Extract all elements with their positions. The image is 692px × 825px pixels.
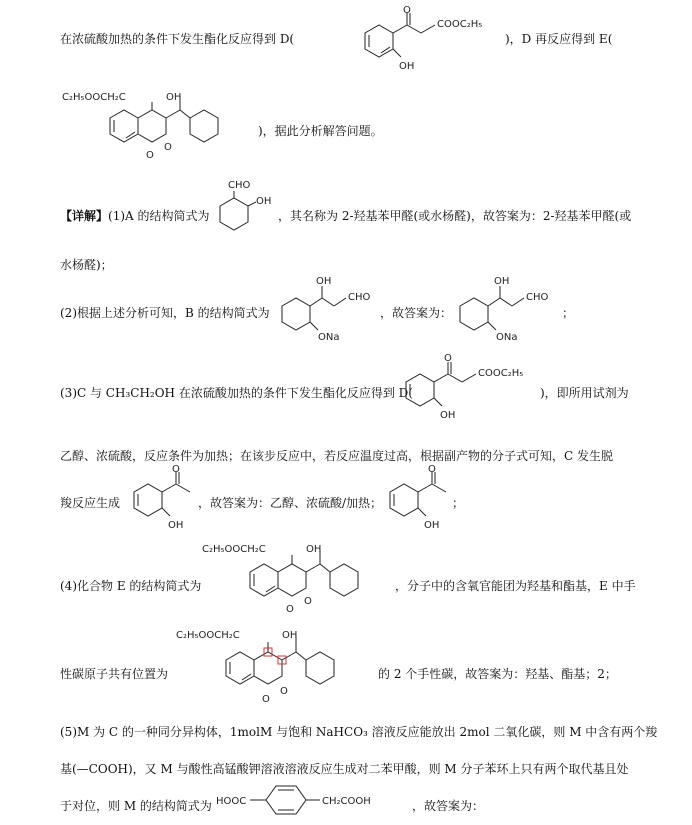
- structure-c-product-2: [378, 464, 458, 532]
- text-line-10: [60, 665, 168, 682]
- text-seg: ，分子中的含氧官能团为羟基和酯基，E 中手: [395, 579, 636, 593]
- text-seg: 在浓硫酸加热的条件下发生酯化反应得到 D(: [60, 32, 295, 46]
- structure-e-1: [60, 88, 260, 168]
- text-line-6b: [540, 384, 629, 401]
- svg-text:O: O: [172, 464, 180, 475]
- text-seg: (1)A 的结构简式为: [108, 209, 210, 223]
- text-line-2: [258, 122, 383, 139]
- text-line-7: [60, 447, 613, 464]
- structure-b-2: [450, 272, 560, 344]
- svg-text:OH: OH: [282, 630, 298, 641]
- text-line-8b: [198, 494, 382, 511]
- text-seg: )，D 再反应得到 E(: [505, 32, 613, 46]
- text-line-5: [60, 304, 270, 321]
- text-line-8: [60, 494, 120, 511]
- svg-text:O: O: [280, 686, 288, 697]
- structure-e-chiral: [170, 626, 375, 714]
- svg-text:OH: OH: [166, 92, 182, 103]
- svg-text:OH: OH: [494, 276, 510, 287]
- text-line-11: [60, 723, 657, 740]
- text-seg: ，故答案为：乙醇、浓硫酸/加热；: [198, 496, 383, 510]
- svg-text:CHO: CHO: [526, 292, 549, 303]
- text-line-3b: [278, 207, 631, 224]
- svg-text:OH: OH: [440, 410, 456, 421]
- svg-text:CHO: CHO: [228, 180, 251, 191]
- svg-text:O: O: [304, 596, 312, 607]
- text-seg: (3)C 与 CH₃CH₂OH 在浓硫酸加热的条件下发生酯化反应得到 D(: [60, 386, 413, 400]
- structure-d-2: [392, 352, 542, 426]
- text-seg: 羧反应生成: [60, 496, 121, 510]
- svg-text:O: O: [286, 604, 294, 615]
- svg-text:O: O: [146, 150, 154, 161]
- text-seg: ；: [562, 306, 575, 320]
- svg-text:C₂H₅OOCH₂C: C₂H₅OOCH₂C: [62, 92, 126, 103]
- structure-m: [216, 780, 416, 820]
- text-seg: 的 2 个手性碳，故答案为：羟基、酯基；2；: [378, 667, 617, 681]
- text-line-6: [60, 384, 413, 401]
- text-line-1: [60, 30, 294, 47]
- text-seg: 性碳原子共有位置为: [60, 667, 169, 681]
- structure-e-2: [196, 540, 396, 625]
- svg-text:OH: OH: [424, 520, 440, 531]
- svg-text:OH: OH: [168, 520, 184, 531]
- text-seg: 乙醇、浓硫酸，反应条件为加热；在该步反应中，若反应温度过高，根据副产物的分子式可知，C 发生脱: [60, 449, 614, 463]
- svg-text:C₂H₅OOCH₂C: C₂H₅OOCH₂C: [202, 544, 266, 555]
- structure-a: [210, 178, 280, 238]
- text-seg: ，故答案为：: [380, 306, 453, 320]
- svg-text:O: O: [444, 353, 452, 364]
- svg-text:O: O: [164, 142, 172, 153]
- svg-text:ONa: ONa: [318, 332, 340, 343]
- text-seg: 基(—COOH)，又 M 与酸性高锰酸钾溶液溶液反应生成对二苯甲酸，则 M 分子苯环上只有两个取代基且处: [60, 762, 629, 776]
- text-seg: )，据此分析解答问题。: [258, 124, 383, 138]
- text-line-13: [60, 797, 212, 814]
- svg-text:COOC₂H₅: COOC₂H₅: [437, 19, 483, 30]
- svg-text:CH₂COOH: CH₂COOH: [322, 796, 371, 807]
- svg-text:C₂H₅OOCH₂C: C₂H₅OOCH₂C: [176, 630, 240, 641]
- text-line-5b: [380, 304, 452, 321]
- text-line-9b: [395, 577, 636, 594]
- text-line-5c: [562, 304, 574, 321]
- text-line-13b: [412, 797, 484, 814]
- text-line-3: [60, 207, 210, 224]
- structure-d-1: [345, 5, 505, 75]
- text-line-1b: [505, 30, 612, 47]
- svg-text:HOOC: HOOC: [216, 796, 247, 807]
- text-seg: ；: [452, 496, 465, 510]
- text-seg: )，即所用试剂为: [540, 386, 629, 400]
- svg-text:O: O: [403, 5, 411, 16]
- svg-text:OH: OH: [256, 196, 272, 207]
- text-line-9: [60, 577, 201, 594]
- text-line-12: [60, 760, 629, 777]
- text-line-4: [60, 256, 113, 273]
- text-seg: (5)M 为 C 的一种同分异构体，1molM 与饱和 NaHCO₃ 溶液反应能放出 2mol 二氧化碳，则 M 中含有两个羧: [60, 725, 658, 739]
- svg-text:OH: OH: [306, 544, 322, 555]
- detail-label: 【详解】: [60, 209, 109, 223]
- text-seg: (2)根据上述分析可知，B 的结构简式为: [60, 306, 270, 320]
- text-seg: ，其名称为 2-羟基苯甲醛(或水杨醛)，故答案为：2-羟基苯甲醛(或: [278, 209, 632, 223]
- svg-text:CHO: CHO: [348, 292, 371, 303]
- text-seg: (4)化合物 E 的结构简式为: [60, 579, 202, 593]
- svg-text:O: O: [262, 694, 270, 705]
- text-seg: ，故答案为：: [412, 799, 485, 813]
- svg-text:OH: OH: [316, 276, 332, 287]
- svg-text:ONa: ONa: [496, 332, 518, 343]
- structure-c-product-1: [122, 464, 202, 532]
- svg-text:OH: OH: [399, 61, 415, 72]
- text-seg: 水杨醛)；: [60, 258, 113, 272]
- svg-text:COOC₂H₅: COOC₂H₅: [478, 368, 524, 379]
- text-line-10b: [378, 665, 617, 682]
- structure-b-1: [272, 272, 382, 344]
- svg-text:O: O: [428, 464, 436, 475]
- text-line-8c: [452, 494, 464, 511]
- text-seg: 于对位，则 M 的结构简式为: [60, 799, 212, 813]
